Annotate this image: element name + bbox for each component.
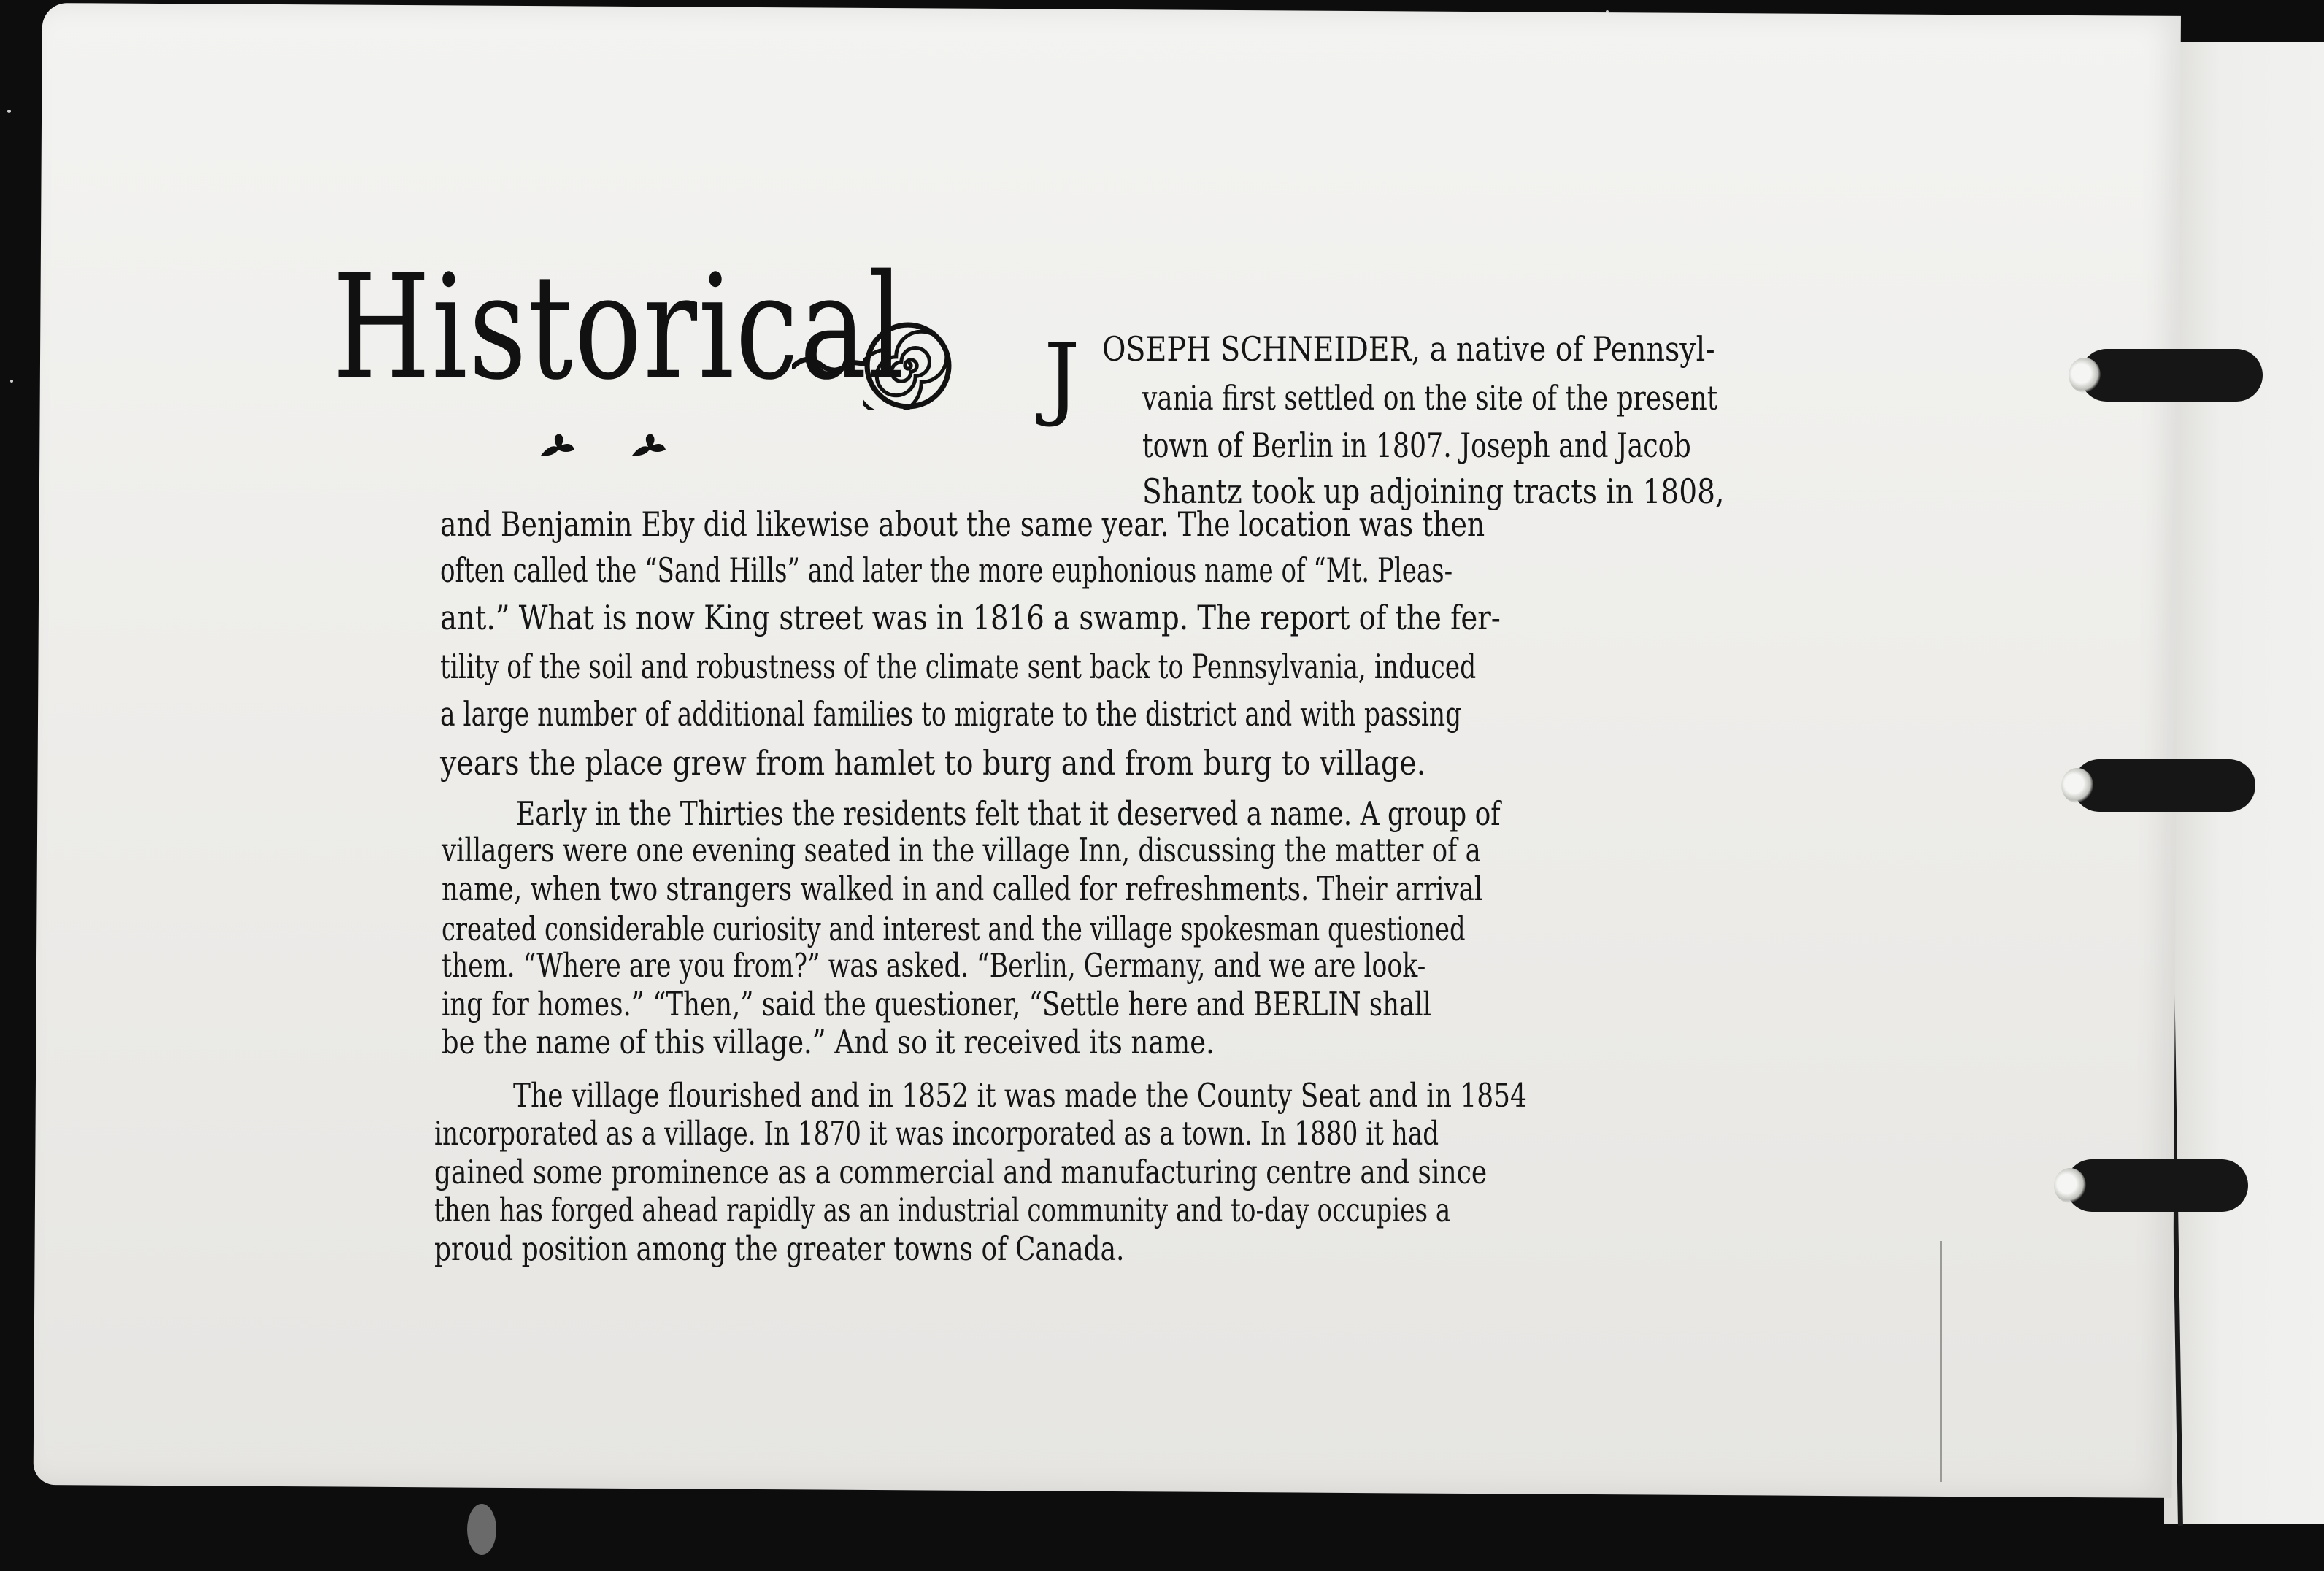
scan-speck	[467, 1504, 496, 1555]
binding-ring-icon	[2066, 1159, 2248, 1212]
binding-ring-icon	[2080, 349, 2263, 402]
text-line: OSEPH SCHNEIDER, a native of Pennsyl-	[1102, 329, 1715, 369]
heading-block	[332, 243, 974, 475]
scan-speck	[10, 380, 13, 383]
text-line: ant.” What is now King street was in 1816 a swamp. The report of the fer-	[440, 598, 1501, 637]
heading-dash-icon	[792, 349, 865, 378]
fleuron-icon	[536, 431, 579, 460]
text-line: years the place grew from hamlet to burg and from burg to village.	[440, 743, 1426, 783]
page-title: Historical	[332, 243, 906, 412]
page-fold-line	[1940, 1241, 1942, 1482]
text-line: a large number of additional families to migrate to the district and with passing	[440, 694, 1462, 734]
drop-cap: J	[1044, 325, 1080, 430]
scan-speck	[7, 110, 11, 113]
text-line: them. “Where are you from?” was asked. “Berlin, Germany, and we are look-	[442, 946, 1426, 985]
text-line: name, when two strangers walked in and called for refreshments. Their arrival	[442, 869, 1483, 908]
fleuron-icon	[628, 431, 670, 460]
text-line: tility of the soil and robustness of the climate sent back to Pennsylvania, induced	[440, 647, 1477, 686]
text-line: town of Berlin in 1807. Joseph and Jacob	[1142, 426, 1691, 465]
text-line: often called the “Sand Hills” and later the more euphonious name of “Mt. Pleas-	[440, 550, 1453, 590]
text-line: Shantz took up adjoining tracts in 1808,	[1142, 472, 1725, 511]
text-line: vania first settled on the site of the present	[1142, 378, 1718, 418]
text-line: incorporated as a village. In 1870 it was incorporated as a town. In 1880 it had	[434, 1114, 1439, 1153]
text-line: created considerable curiosity and interest and the village spokesman questioned	[442, 910, 1466, 948]
text-line: villagers were one evening seated in the village Inn, discussing the matter of a	[442, 831, 1481, 869]
text-line: gained some prominence as a commercial and manufacturing centre and since	[434, 1153, 1488, 1191]
text-line: proud position among the greater towns of Canada.	[434, 1229, 1125, 1268]
text-line: be the name of this village.” And so it received its name.	[442, 1023, 1215, 1061]
text-line: The village flourished and in 1852 it was made the County Seat and in 1854	[513, 1076, 1527, 1115]
binding-ring-icon	[2073, 759, 2255, 812]
text-line: Early in the Thirties the residents felt that it deserved a name. A group of	[516, 794, 1501, 833]
text-line: and Benjamin Eby did likewise about the same year. The location was then	[440, 504, 1485, 544]
text-line: then has forged ahead rapidly as an industrial community and to-day occupies a	[434, 1191, 1451, 1229]
text-line: ing for homes.” “Then,” said the questioner, “Settle here and BERLIN shall	[442, 985, 1431, 1023]
spiral-icon	[863, 321, 953, 410]
